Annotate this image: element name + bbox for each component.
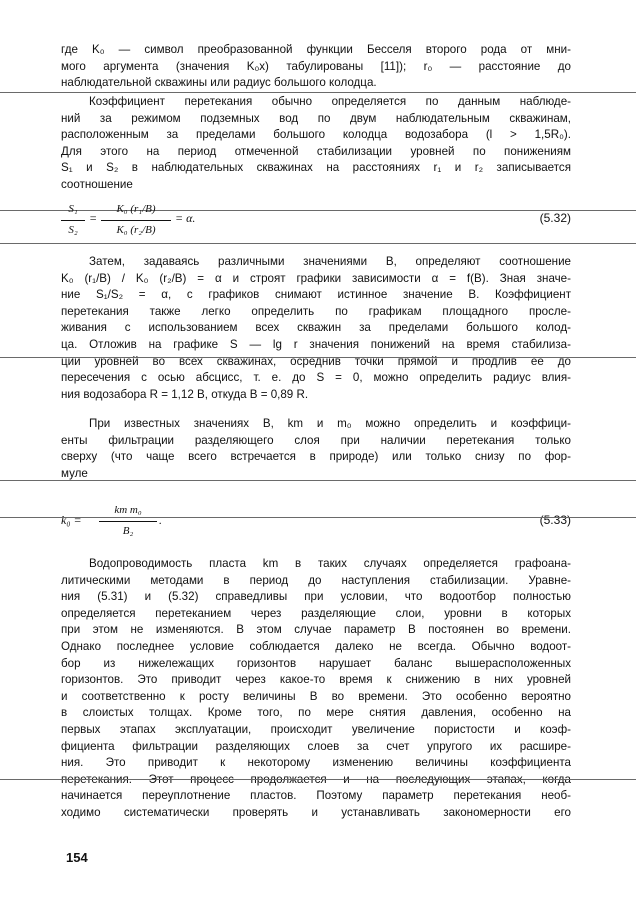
text-line: перетекания также легко определить по графикам площадного просле-	[61, 304, 571, 318]
scan-line-artifact	[0, 357, 636, 358]
text-line: начинается переуплотнение пластов. Поэтому параметр перетекания необ-	[61, 789, 571, 803]
text-line: ние S₁/S₂ = α, с графиков снимают истинное значение B. Коэффициент	[61, 288, 571, 302]
text-line: бор из нижележащих горизонтов нарушает баланс вышерасположенных	[61, 656, 571, 670]
text-line: определяется перетеканием через разделяющие слои, уровни в которых	[61, 606, 571, 620]
page-number: 154	[66, 850, 88, 865]
text-line: енты фильтрации разделяющего слоя при наличии перетекания только	[61, 433, 571, 447]
text-line: сверху (что чаще всего встречается в природе) или только снизу по фор-	[61, 450, 571, 464]
text-line: первых этапах эксплуатации, происходит увеличение пористости и коэф-	[61, 722, 571, 736]
paragraph-filtration	[61, 416, 571, 482]
eq-numerator: km m₀	[114, 504, 142, 516]
text-line: ния (5.31) и (5.32) справедливы при условии, что водоотбор полностью	[61, 590, 571, 604]
fraction-bar	[61, 220, 85, 221]
text-line: горизонтов. Это приводит через какое-то время к снижению в них уровней	[61, 673, 571, 687]
eq-denominator: B₂	[122, 525, 134, 537]
scan-line-artifact	[0, 517, 636, 518]
equation-number: (5.32)	[539, 211, 571, 225]
paragraph-bessel-note	[61, 42, 571, 92]
text-line: при этом не изменяются. В этом случае параметр B постоянен во времени.	[61, 623, 571, 637]
text-line: S₁ и S₂ в наблюдательных скважинах на расстояниях r₁ и r₂ записывается	[61, 161, 571, 175]
equation-number: (5.33)	[539, 513, 571, 527]
text-line: в слоистых толщах. Кроме того, по мере снятия давления, особенно на	[61, 706, 571, 720]
text-line: перетекания. Этот процесс продолжается и на последующих этапах, когда	[61, 772, 571, 786]
text-line: пересечения с осью абсцисс, т. е. до S = 0, можно определить радиус влия-	[61, 371, 571, 385]
text-line: ния водозабора R = 1,12 B, откуда B = 0,89 R.	[61, 387, 309, 401]
paragraph-transmissivity	[61, 556, 571, 822]
text-line: ции уровней во всех скважинах, осреднив точки прямой и продлив ее до	[61, 354, 571, 368]
text-line: ца. Отложив на графике S — lg r значения понижений на время стабилиза-	[61, 337, 571, 351]
text-line: ний за режимом подземных вод по двум наблюдательным скважинам,	[61, 111, 571, 125]
paragraph-leakage-coefficient	[61, 94, 571, 194]
eq-denominator-right: K₀ (r₂/B)	[116, 224, 156, 236]
eq-numerator-right: K₀ (r₁/B)	[116, 203, 156, 215]
scan-line-artifact	[0, 92, 636, 93]
eq-denominator-left: S₂	[68, 224, 78, 236]
text-line: ходимо систематически проверять и устанавливать закономерности его	[61, 805, 571, 819]
scan-line-artifact	[0, 243, 636, 244]
text-line: Затем, задаваясь различными значениями B, определяют соотношение	[89, 255, 571, 268]
text-line: ния. Это приводит к некоторому изменению величины коэффициента	[61, 756, 571, 770]
text-line: наблюдательной скважины или радиус большого колодца.	[61, 76, 377, 90]
text-line: Для этого на период отмеченной стабилизации уровней по понижениям	[61, 144, 571, 158]
text-line: муле	[61, 466, 88, 480]
text-line: фициента фильтрации разделяющих слоев за счет упругого их расшире-	[61, 739, 571, 753]
eq-tail: .	[159, 513, 162, 527]
text-line: K₀ (r₁/B) / K₀ (r₂/B) = α и строят графики зависимости α = f(B). Зная значе-	[61, 271, 571, 285]
equation-5-32	[61, 203, 571, 243]
text-line: литическими методами в период до наступления стабилизации. Уравне-	[61, 573, 571, 587]
fraction-bar	[101, 220, 171, 221]
paragraph-determination	[61, 254, 571, 403]
equation-5-33	[61, 503, 571, 543]
scan-line-artifact	[0, 480, 636, 481]
text-line: мого аргумента (значения K₀x) табулированы [11]); r₀ — расстояние до	[61, 59, 571, 73]
eq-numerator-left: S₁	[68, 203, 78, 215]
text-line: расположенным за пределами большого колодца водозабора (l > 1,5R₀).	[61, 128, 571, 142]
eq-tail: = α.	[175, 211, 196, 225]
fraction-bar	[99, 521, 157, 522]
text-line: соотношение	[61, 177, 133, 191]
eq-equals: =	[89, 211, 98, 225]
text-line: Однако последнее условие соблюдается далеко не всегда. Обычно водоот-	[61, 639, 571, 653]
scan-line-artifact	[0, 779, 636, 780]
text-line: При известных значениях B, km и m₀ можно определить и коэффици-	[89, 417, 571, 430]
text-line: живания с использованием всех скважин за пределами большого колод-	[61, 321, 571, 335]
text-line: где K₀ — символ преобразованной функции Бесселя второго рода от мни-	[61, 43, 571, 56]
text-line: Водопроводимость пласта km в таких случаях определяется графоана-	[89, 557, 571, 570]
text-line: и соответственно к росту величины B во времени. Это особенно вероятно	[61, 689, 571, 703]
text-line: Коэффициент перетекания обычно определяется по данным наблюде-	[89, 95, 571, 108]
eq-lhs: k₀ =	[61, 513, 82, 527]
